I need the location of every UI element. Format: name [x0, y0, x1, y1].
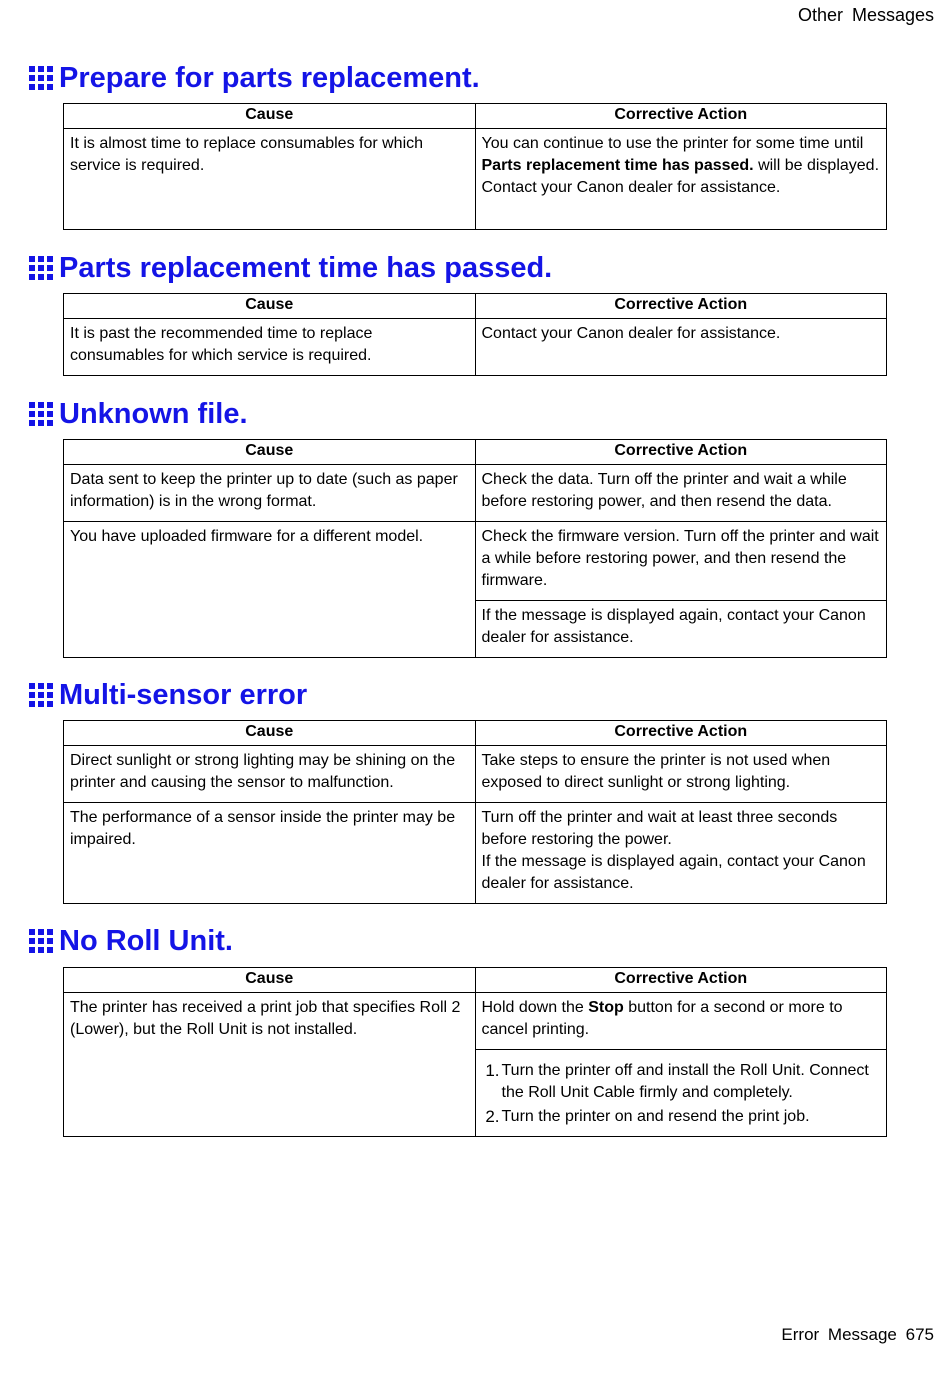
cause-cell: It is almost time to replace consumables for which service is required.	[64, 129, 476, 230]
cause-cell: It is past the recommended time to replace consumables for which service is required.	[64, 319, 476, 376]
column-header-cause: Cause	[64, 440, 476, 465]
message-name: Parts replacement time has passed.	[481, 157, 754, 174]
grid-icon	[29, 402, 53, 426]
section-heading	[29, 60, 480, 96]
action-text: You can continue to use the printer for some time until	[481, 135, 864, 152]
column-header-cause: Cause	[64, 968, 476, 993]
grid-icon	[29, 256, 53, 280]
grid-icon	[29, 929, 53, 953]
action-cell	[475, 993, 887, 1050]
cause-action-table	[63, 967, 887, 1137]
cause-action-table	[63, 103, 887, 230]
action-cell: Contact your Canon dealer for assistance.	[475, 319, 887, 376]
column-header-action: Corrective Action	[475, 440, 887, 465]
table-row	[64, 746, 887, 803]
chapter-label: Error Message	[781, 1325, 897, 1344]
step-item	[482, 1060, 883, 1104]
table-row	[64, 993, 887, 1050]
cause-cell: Data sent to keep the printer up to date (such as paper information) is in the wrong format.	[64, 465, 476, 522]
section-title: No Roll Unit.	[59, 925, 233, 957]
action-text: will be displayed.	[753, 157, 880, 174]
table-header-row	[64, 294, 887, 319]
column-header-cause: Cause	[64, 721, 476, 746]
table-header-row	[64, 104, 887, 129]
action-text: Hold down the	[481, 999, 589, 1016]
step-number: 1.	[485, 1061, 500, 1080]
section-title: Multi-sensor error	[59, 679, 308, 711]
action-steps-cell	[475, 1050, 887, 1137]
step-text: Turn the printer off and install the Roll Unit. Connect the Roll Unit Cable firmly and completely.	[501, 1062, 869, 1101]
section-title: Parts replacement time has passed.	[59, 252, 553, 284]
table-header-row	[64, 440, 887, 465]
page-number: 675	[905, 1325, 934, 1344]
running-header: Other Messages	[797, 5, 934, 25]
section-title: Unknown file.	[59, 398, 248, 430]
action-text: If the message is displayed again, contact your Canon dealer for assistance.	[481, 853, 866, 892]
section-heading	[29, 250, 552, 286]
action-cell: Check the firmware version. Turn off the printer and wait a while before restoring power, and then resend the firmware.	[475, 522, 887, 601]
step-text: Turn the printer on and resend the print job.	[501, 1108, 810, 1125]
table-row	[64, 319, 887, 376]
action-cell	[475, 803, 887, 904]
column-header-cause: Cause	[64, 104, 476, 129]
cause-action-table	[63, 439, 887, 658]
column-header-action: Corrective Action	[475, 721, 887, 746]
table-row	[64, 522, 887, 601]
button-name: Stop	[588, 999, 624, 1016]
section-heading	[29, 923, 233, 959]
table-header-row	[64, 968, 887, 993]
action-cell: Take steps to ensure the printer is not used when exposed to direct sunlight or strong lighting.	[475, 746, 887, 803]
table-header-row	[64, 721, 887, 746]
cause-action-table	[63, 720, 887, 904]
cause-cell: The performance of a sensor inside the printer may be impaired.	[64, 803, 476, 904]
step-item	[482, 1106, 883, 1128]
column-header-cause: Cause	[64, 294, 476, 319]
section-heading	[29, 396, 248, 432]
section-title: Prepare for parts replacement.	[59, 62, 480, 94]
action-cell: If the message is displayed again, contact your Canon dealer for assistance.	[475, 601, 887, 658]
cause-cell: Direct sunlight or strong lighting may be shining on the printer and causing the sensor to malfunction.	[64, 746, 476, 803]
column-header-action: Corrective Action	[475, 104, 887, 129]
cause-cell: You have uploaded firmware for a different model.	[64, 522, 476, 658]
table-row	[64, 803, 887, 904]
table-row	[64, 129, 887, 230]
grid-icon	[29, 683, 53, 707]
section-heading	[29, 677, 307, 713]
step-number: 2.	[485, 1107, 500, 1126]
action-text: Turn off the printer and wait at least three seconds before restoring the power.	[481, 809, 838, 848]
column-header-action: Corrective Action	[475, 294, 887, 319]
column-header-action: Corrective Action	[475, 968, 887, 993]
cause-cell: The printer has received a print job that specifies Roll 2 (Lower), but the Roll Unit is not installed.	[64, 993, 476, 1137]
action-cell: Check the data. Turn off the printer and wait a while before restoring power, and then resend the data.	[475, 465, 887, 522]
action-cell	[475, 129, 887, 230]
table-row	[64, 465, 887, 522]
action-text: Contact your Canon dealer for assistance.	[481, 179, 781, 196]
grid-icon	[29, 66, 53, 90]
cause-action-table	[63, 293, 887, 376]
action-text: button for a second or more to cancel printing.	[481, 999, 843, 1038]
running-footer	[781, 1325, 934, 1345]
